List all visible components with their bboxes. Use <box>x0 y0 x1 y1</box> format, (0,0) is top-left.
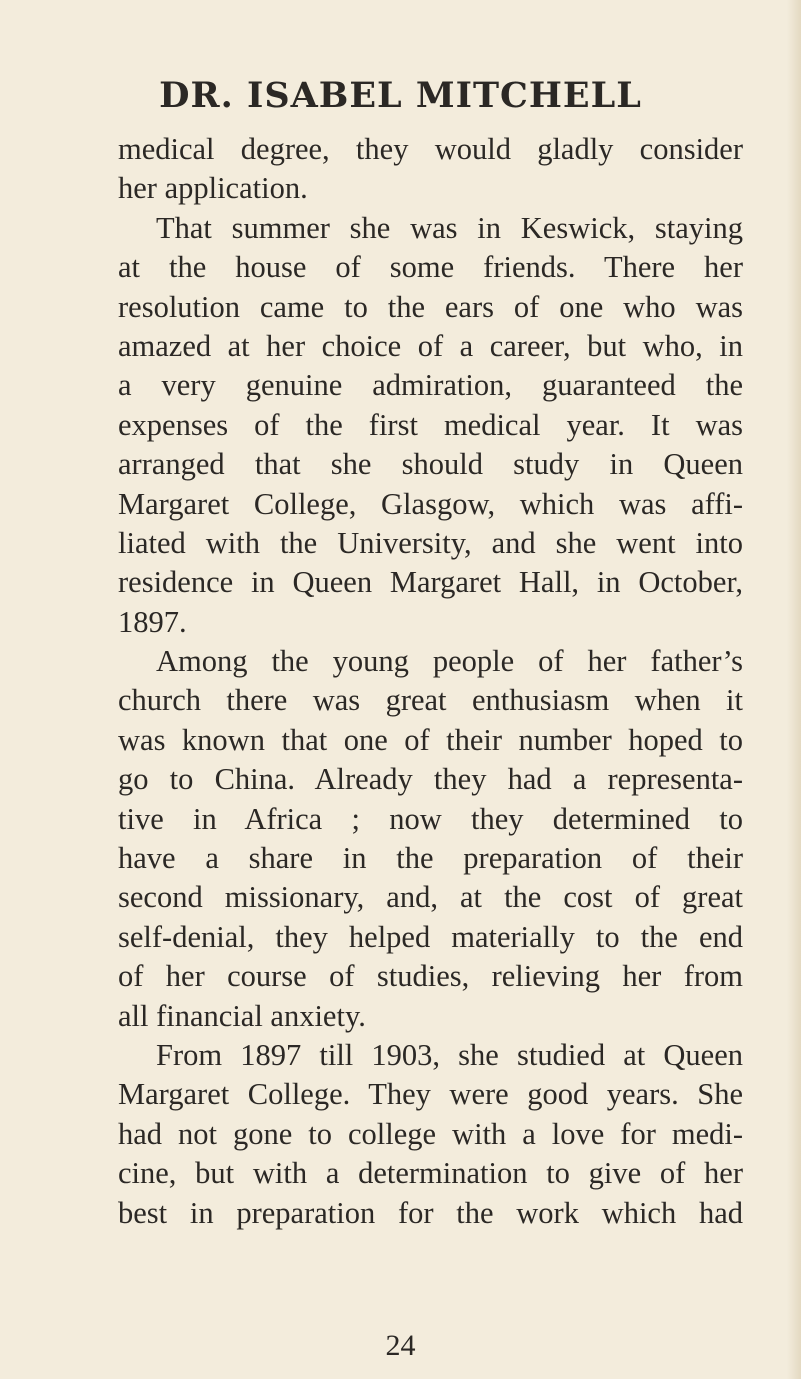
text-line: at the house of some friends. There her <box>118 250 743 285</box>
text-line: a very genuine admiration, guaranteed the <box>118 368 743 403</box>
text-line: go to China. Already they had a representa- <box>118 762 743 797</box>
page-edge-shadow <box>787 0 801 1379</box>
text-line: amazed at her choice of a career, but who, in <box>118 328 743 363</box>
body-text <box>118 130 743 1233</box>
text-line: second missionary, and, at the cost of great <box>118 880 743 915</box>
text-line: self-denial, they helped materially to the end <box>118 919 743 954</box>
text-line: residence in Queen Margaret Hall, in October, <box>118 565 743 600</box>
text-line: her application. <box>118 171 308 206</box>
text-line: cine, but with a determination to give of her <box>118 1156 743 1191</box>
running-head: DR. ISABEL MITCHELL <box>159 75 642 116</box>
text-line: church there was great enthusiasm when it <box>118 683 743 718</box>
text-line: resolution came to the ears of one who was <box>118 289 743 324</box>
text-line: medical degree, they would gladly consider <box>118 132 743 166</box>
text-line: That summer she was in Keswick, staying <box>156 210 743 245</box>
page-number: 24 <box>385 1329 416 1362</box>
text-line: tive in Africa ; now they determined to <box>118 801 743 836</box>
text-line: Among the young people of her father’s <box>156 644 743 679</box>
text-line: all financial anxiety. <box>118 998 366 1033</box>
text-line: expenses of the first medical year. It was <box>118 407 743 442</box>
text-line: had not gone to college with a love for medi- <box>118 1116 743 1151</box>
text-line: Margaret College, Glasgow, which was affi- <box>118 486 743 521</box>
text-line: was known that one of their number hoped to <box>118 722 743 757</box>
text-line: best in preparation for the work which had <box>118 1195 743 1230</box>
text-line: arranged that she should study in Queen <box>118 447 743 482</box>
text-line: of her course of studies, relieving her from <box>118 959 743 994</box>
text-line: liated with the University, and she went into <box>118 525 743 560</box>
text-line: From 1897 till 1903, she studied at Queen <box>156 1037 743 1072</box>
text-line: Margaret College. They were good years. She <box>118 1077 743 1112</box>
text-line: 1897. <box>118 604 187 639</box>
text-line: have a share in the preparation of their <box>118 841 743 876</box>
